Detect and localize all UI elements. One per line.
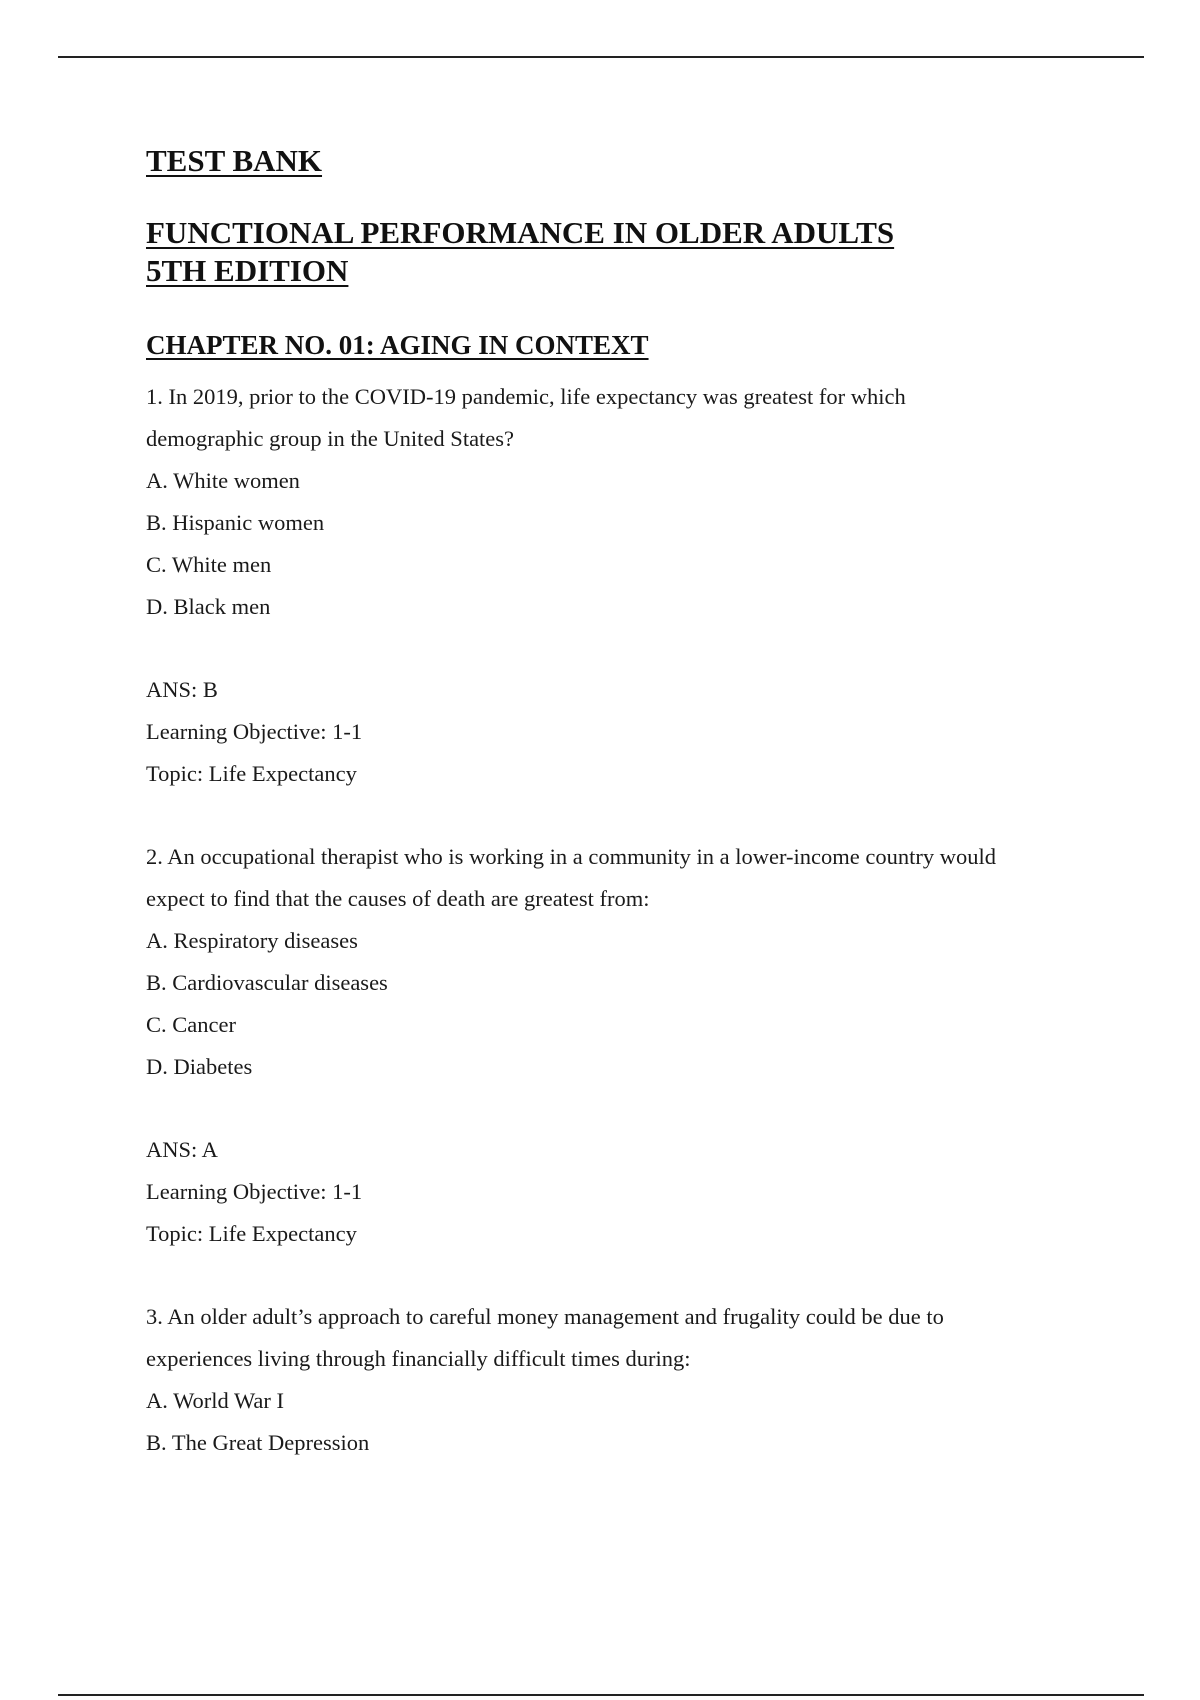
answer-option: B. The Great Depression [146, 1430, 370, 1455]
answer-key: ANS: A [146, 1137, 218, 1162]
question-3 [146, 1296, 1086, 1464]
question-1 [146, 376, 1086, 836]
question-stem: 1. In 2019, prior to the COVID-19 pandemic, life expectancy was greatest for which [146, 384, 906, 409]
spacer [146, 1255, 1086, 1296]
bottom-rule [58, 1694, 1144, 1696]
answer-option: C. White men [146, 552, 272, 577]
learning-objective: Learning Objective: 1-1 [146, 719, 363, 744]
topic: Topic: Life Expectancy [146, 1221, 357, 1246]
answer-option: B. Hispanic women [146, 510, 325, 535]
answer-option: A. Respiratory diseases [146, 928, 358, 953]
answer-option: B. Cardiovascular diseases [146, 970, 388, 995]
answer-option: C. Cancer [146, 1012, 236, 1037]
question-2 [146, 836, 1086, 1296]
test-bank-heading: TEST BANK [146, 143, 323, 178]
answer-key: ANS: B [146, 677, 218, 702]
book-title-line-2: 5TH EDITION [146, 253, 349, 288]
spacer [146, 628, 1086, 669]
topic: Topic: Life Expectancy [146, 761, 357, 786]
question-stem: 3. An older adult’s approach to careful money management and frugality could be due to [146, 1304, 944, 1329]
book-title-line-1: FUNCTIONAL PERFORMANCE IN OLDER ADULTS [146, 215, 895, 250]
document-body [146, 142, 1086, 1464]
book-title [146, 214, 1086, 290]
top-rule [58, 56, 1144, 58]
question-stem: experiences living through financially difficult times during: [146, 1346, 691, 1371]
learning-objective: Learning Objective: 1-1 [146, 1179, 363, 1204]
question-stem: expect to find that the causes of death are greatest from: [146, 886, 650, 911]
chapter-heading: CHAPTER NO. 01: AGING IN CONTEXT [146, 330, 649, 360]
answer-option: A. White women [146, 468, 300, 493]
answer-option: D. Diabetes [146, 1054, 253, 1079]
question-stem: demographic group in the United States? [146, 426, 515, 451]
spacer [146, 1088, 1086, 1129]
spacer [146, 795, 1086, 836]
question-stem: 2. An occupational therapist who is working in a community in a lower-income country would [146, 844, 997, 869]
answer-option: D. Black men [146, 594, 271, 619]
answer-option: A. World War I [146, 1388, 285, 1413]
